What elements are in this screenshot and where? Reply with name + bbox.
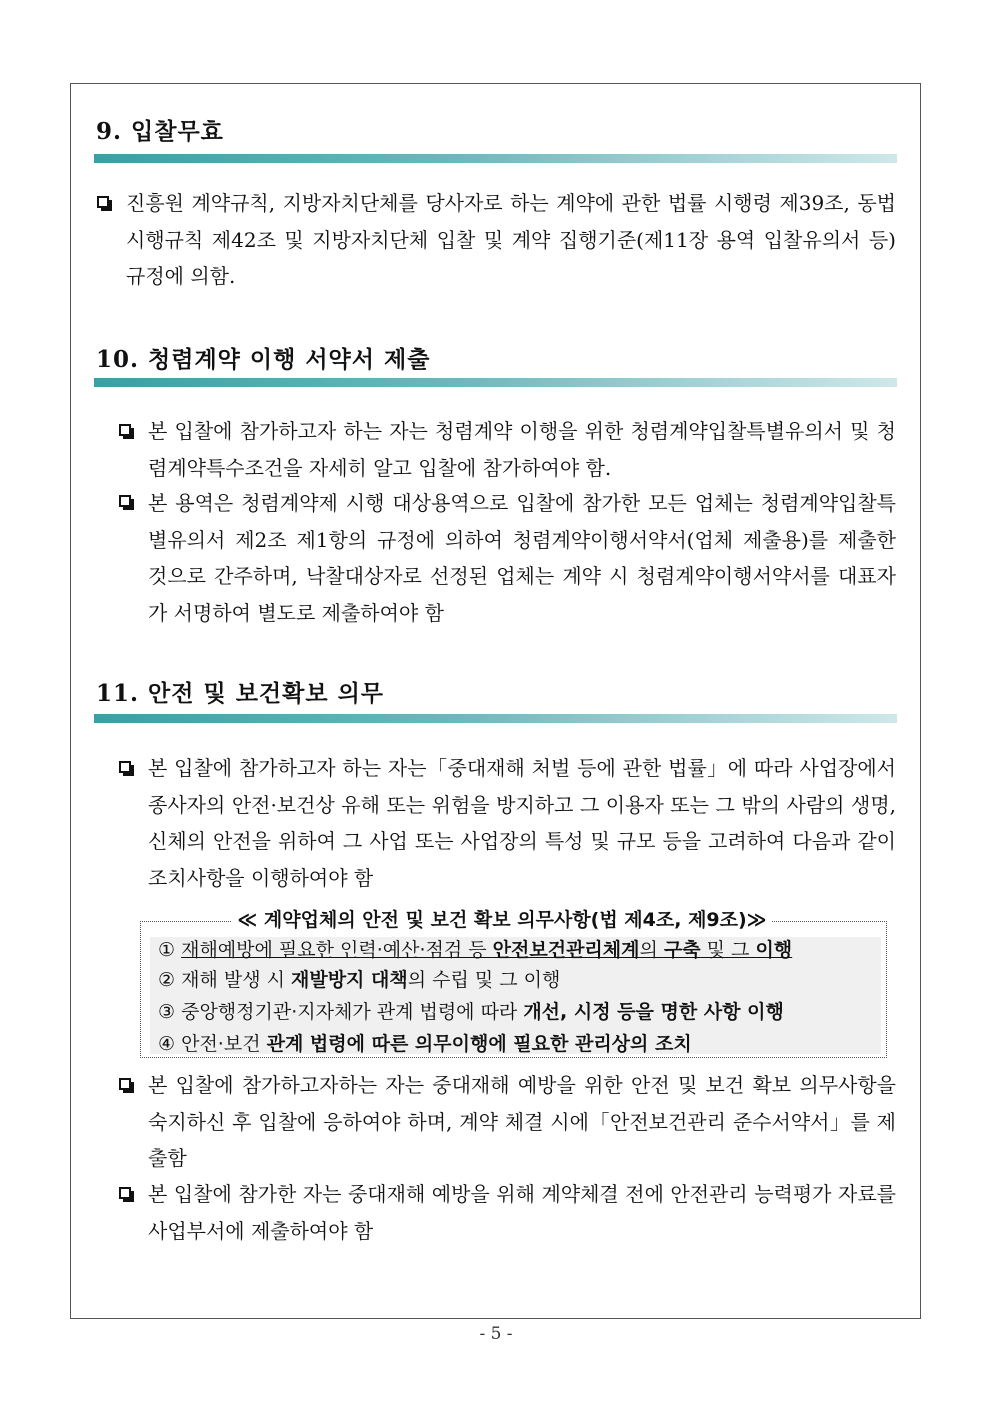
section-10-title: 10. 청렴계약 이행 서약서 제출: [96, 346, 431, 373]
section-9-underline: [94, 154, 897, 163]
section-9-title: 9. 입찰무효: [96, 118, 224, 145]
checkbox-bullet-icon: [119, 424, 131, 436]
duty-item-1: ① 재해예방에 필요한 인력·예산·점검 등 안전보건관리체계의 구축 및 그 이행: [158, 939, 793, 961]
duty-item-3: ③ 중앙행정기관·지자체가 관계 법령에 따라 개선, 시정 등을 명한 사항 이행: [158, 1001, 784, 1023]
checkbox-bullet-icon: [119, 495, 131, 507]
duties-heading: ≪ 계약업체의 안전 및 보건 확보 의무사항(법 제4조, 제9조)≫: [232, 905, 772, 935]
section-11-item-3: 본 입찰에 참가한 자는 중대재해 예방을 위해 계약체결 전에 안전관리 능력평가 자료를 사업부서에 제출하여야 함: [148, 1182, 896, 1243]
section-10-underline: [94, 378, 897, 387]
checkbox-bullet-icon: [97, 196, 109, 208]
section-11-item-2: 본 입찰에 참가하고자하는 자는 중대재해 예방을 위한 안전 및 보건 확보 의무사항을 숙지하신 후 입찰에 응하여야 하며, 계약 체결 시에「안전보건관리 준수서약서」를 제출함: [148, 1073, 896, 1170]
section-10-item-2: 본 용역은 청렴계약제 시행 대상용역으로 입찰에 참가한 모든 업체는 청렴계약입찰특별유의서 제2조 제1항의 규정에 의하여 청렴계약이행서약서(업체 제출용)를 제출한 것으로 간주하며, 낙찰대상자로 선정된 업체는 계약 시 청렴계약이행서약서를 대표자가 서명하여 별도로 제출하여야 함: [148, 491, 896, 625]
section-11-title: 11. 안전 및 보건확보 의무: [96, 680, 385, 707]
page-number: - 5 -: [479, 1324, 513, 1344]
checkbox-bullet-icon: [119, 1078, 131, 1090]
section-10-item-1: 본 입찰에 참가하고자 하는 자는 청렴계약 이행을 위한 청렴계약입찰특별유의서 및 청렴계약특수조건을 자세히 알고 입찰에 참가하여야 함.: [148, 419, 896, 480]
section-11-item-1: 본 입찰에 참가하고자 하는 자는「중대재해 처벌 등에 관한 법률」에 따라 사업장에서 종사자의 안전·보건상 유해 또는 위험을 방지하고 그 이용자 또는 그 밖의 사람의 생명, 신체의 안전을 위하여 그 사업 또는 사업장의 특성 및 규모 등을 고려하여 다음과 같이 조치사항을 이행하여야 함: [148, 756, 896, 890]
checkbox-bullet-icon: [119, 1187, 131, 1199]
section-9-item-1: 진흥원 계약규칙, 지방자치단체를 당사자로 하는 계약에 관한 법률 시행령 제39조, 동법 시행규칙 제42조 및 지방자치단체 입찰 및 계약 집행기준(제11장 용역 입찰유의서 등) 규정에 의함.: [126, 191, 896, 288]
checkbox-bullet-icon: [119, 761, 131, 773]
duty-item-2: ② 재해 발생 시 재발방지 대책의 수립 및 그 이행: [158, 969, 561, 991]
duty-item-4: ④ 안전·보건 관계 법령에 따른 의무이행에 필요한 관리상의 조치: [158, 1033, 692, 1055]
section-11-underline: [94, 714, 897, 723]
